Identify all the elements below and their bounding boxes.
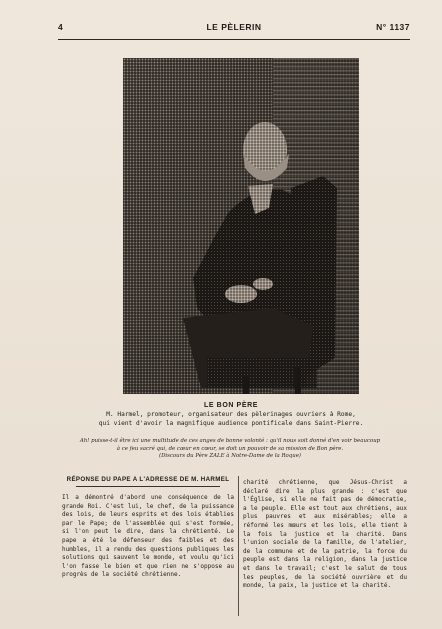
- page-number: 4: [58, 22, 64, 32]
- pull-quote: [66, 438, 394, 461]
- page-header: [58, 22, 410, 36]
- column-divider: [238, 476, 239, 616]
- article-right-column: [243, 476, 407, 591]
- photo-caption-title: LE BON PÈRE: [203, 402, 259, 409]
- publication-title: LE PÈLERIN: [206, 22, 262, 32]
- header-rule: [58, 39, 410, 40]
- photo-caption-line: M. Harmel, promoteur, organisateur des pèlerinages ouvriers à Rome,: [106, 411, 356, 418]
- quote-line: Ah! puisse-t-il être ici une multitude de ces anges de bonne volonté : qu'il nous soit donné d'en voir beaucoup: [79, 438, 381, 444]
- photo-caption: [50, 411, 412, 428]
- article-left-column: [62, 476, 234, 580]
- article-body-right: charité chrétienne, que Jésus-Christ a déclaré dire la plus grande : c'est que l'Église, si elle ne fait pas de démocratie, a le peuple. Elle est tout aux chrétiens, aux plus pauvres et aux misérables; elle a réformé les mœurs et les lois, elle tient à la fois la justice et la charité. Dans l'union sociale de la famille, de l'atelier, de la commune et de la patrie, la force du peuple est dans la religion, dans la justice et dans le travail; c'est le salut de tous les peuples, de la société ouvrière et du monde, la paix, la justice et la charité.: [243, 479, 407, 590]
- portrait-photo: [123, 58, 359, 394]
- article-title: RÉPONSE DU PAPE A L'ADRESSE DE M. HARMEL: [66, 476, 230, 483]
- title-rule: [76, 486, 220, 487]
- article-body-left: Il a démontré d'abord une conséquence de la grande Roi. C'est lui, le chef, de la puissance des lois, de leurs esprits et des lois établies par le Pape; de l'assemblée qui s'est formée, si l'on peut le dire, dans la chrétienté. Le pape a été le défenseur des faibles et des humbles, il a rendu des questions publiques les solutions qui sauvent le monde, et voulu qu'ici l'on fasse le bien et que rien ne s'oppose au progrès de la société chrétienne.: [62, 494, 234, 579]
- issue-number: N° 1137: [376, 22, 410, 32]
- photo-caption-line: qui vient d'avoir la magnifique audience pontificale dans Saint-Pierre.: [98, 419, 364, 427]
- quote-attribution: (Discours du Père ZALE à Notre-Dame de la Roque): [159, 453, 301, 460]
- quote-line: à ce feu sacré qui, de cœur en cœur, se doit un pouvoir de sa mission de Bon père.: [116, 445, 344, 452]
